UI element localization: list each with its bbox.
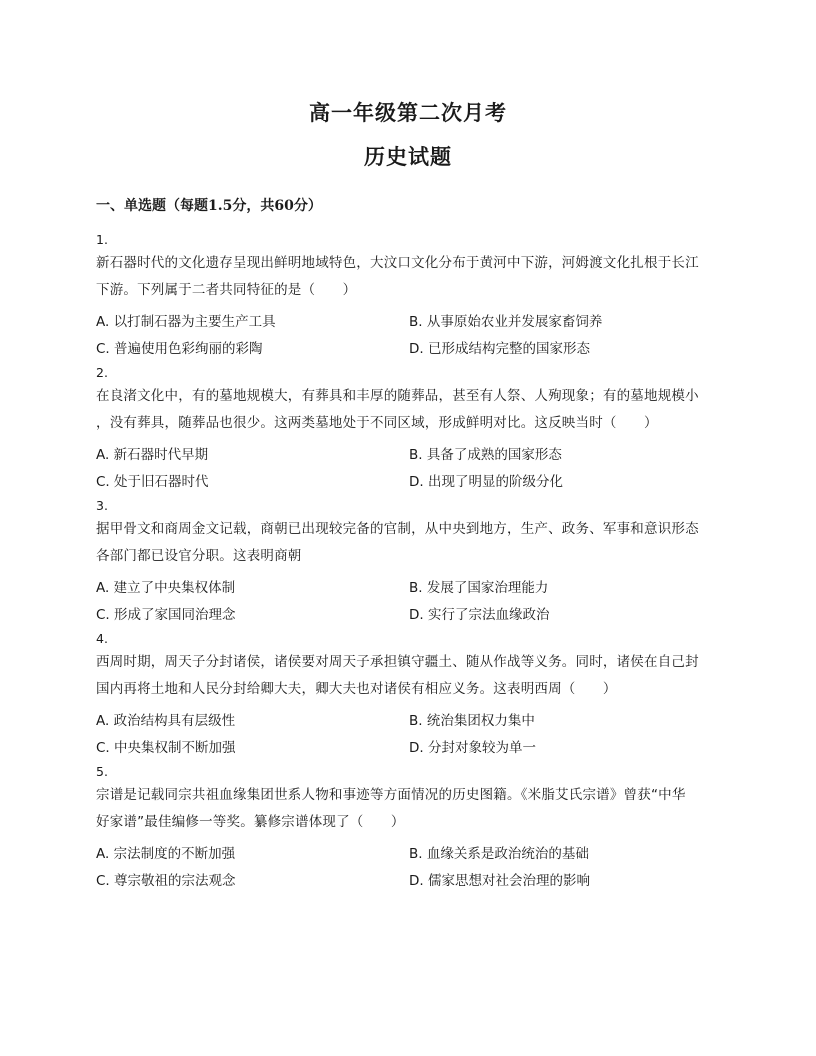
- option-d: D. 分封对象较为单一: [409, 740, 536, 756]
- option-a: A. 政治结构具有层级性: [96, 713, 236, 729]
- option-c: C. 普遍使用色彩绚丽的彩陶: [96, 341, 263, 357]
- option-c: C. 形成了家国同治理念: [96, 607, 236, 623]
- question-stem-line: 新石器时代的文化遗存呈现出鲜明地域特色，大汶口文化分布于黄河中下游，河姆渡文化扎根于长江: [96, 255, 699, 271]
- question-stem: [96, 516, 722, 570]
- question-stem-line: 宗谱是记载同宗共祖血缘集团世系人物和事迹等方面情况的历史图籍。《米脂艾氏宗谱》曾获“中华: [96, 787, 686, 803]
- question-stem-line: 据甲骨文和商周金文记载，商朝已出现较完备的官制，从中央到地方，生产、政务、军事和意识形态: [96, 521, 699, 537]
- section-heading: 一、单选题（每题1.5分，共60分）: [96, 198, 322, 214]
- exam-subtitle: 历史试题: [364, 144, 452, 169]
- question-stem: [96, 383, 722, 437]
- exam-title: 高一年级第二次月考: [309, 100, 507, 125]
- option-d: D. 出现了明显的阶级分化: [409, 474, 563, 490]
- option-b: B. 发展了国家治理能力: [409, 580, 549, 596]
- option-c: C. 尊宗敬祖的宗法观念: [96, 873, 236, 889]
- question-stem: [96, 649, 722, 703]
- question-stem: [96, 250, 722, 304]
- option-b: B. 血缘关系是政治统治的基础: [409, 846, 589, 862]
- question-number: 1.: [96, 232, 108, 247]
- question-number: 2.: [96, 365, 108, 380]
- option-b: B. 统治集团权力集中: [409, 713, 535, 729]
- question-stem-line: 好家谱”最佳编修一等奖。纂修宗谱体现了（ ）: [96, 814, 405, 830]
- question-number: 4.: [96, 631, 108, 646]
- question-stem-line: 下游。下列属于二者共同特征的是（ ）: [96, 282, 357, 298]
- option-c: C. 中央集权制不断加强: [96, 740, 236, 756]
- option-b: B. 具备了成熟的国家形态: [409, 447, 562, 463]
- option-a: A. 以打制石器为主要生产工具: [96, 314, 276, 330]
- option-b: B. 从事原始农业并发展家畜饲养: [409, 314, 603, 330]
- option-a: A. 宗法制度的不断加强: [96, 846, 236, 862]
- question-number: 3.: [96, 498, 108, 513]
- question-stem-line: ，没有葬具，随葬品也很少。这两类墓地处于不同区域，形成鲜明对比。这反映当时（ ）: [96, 415, 658, 431]
- option-d: D. 实行了宗法血缘政治: [409, 607, 550, 623]
- question-stem-line: 国内再将土地和人民分封给卿大夫，卿大夫也对诸侯有相应义务。这表明西周（ ）: [96, 681, 617, 697]
- option-a: A. 建立了中央集权体制: [96, 580, 236, 596]
- question-stem: [96, 782, 722, 836]
- option-a: A. 新石器时代早期: [96, 447, 209, 463]
- option-c: C. 处于旧石器时代: [96, 474, 209, 490]
- question-number: 5.: [96, 764, 108, 779]
- option-d: D. 已形成结构完整的国家形态: [409, 341, 590, 357]
- question-stem-line: 各部门都已设官分职。这表明商朝: [96, 548, 302, 564]
- question-stem-line: 西周时期，周天子分封诸侯，诸侯要对周天子承担镇守疆土、随从作战等义务。同时，诸侯在自己封: [96, 654, 699, 670]
- option-d: D. 儒家思想对社会治理的影响: [409, 873, 590, 889]
- question-stem-line: 在良渚文化中，有的墓地规模大，有葬具和丰厚的随葬品，甚至有人祭、人殉现象；有的墓地规模小: [96, 388, 699, 404]
